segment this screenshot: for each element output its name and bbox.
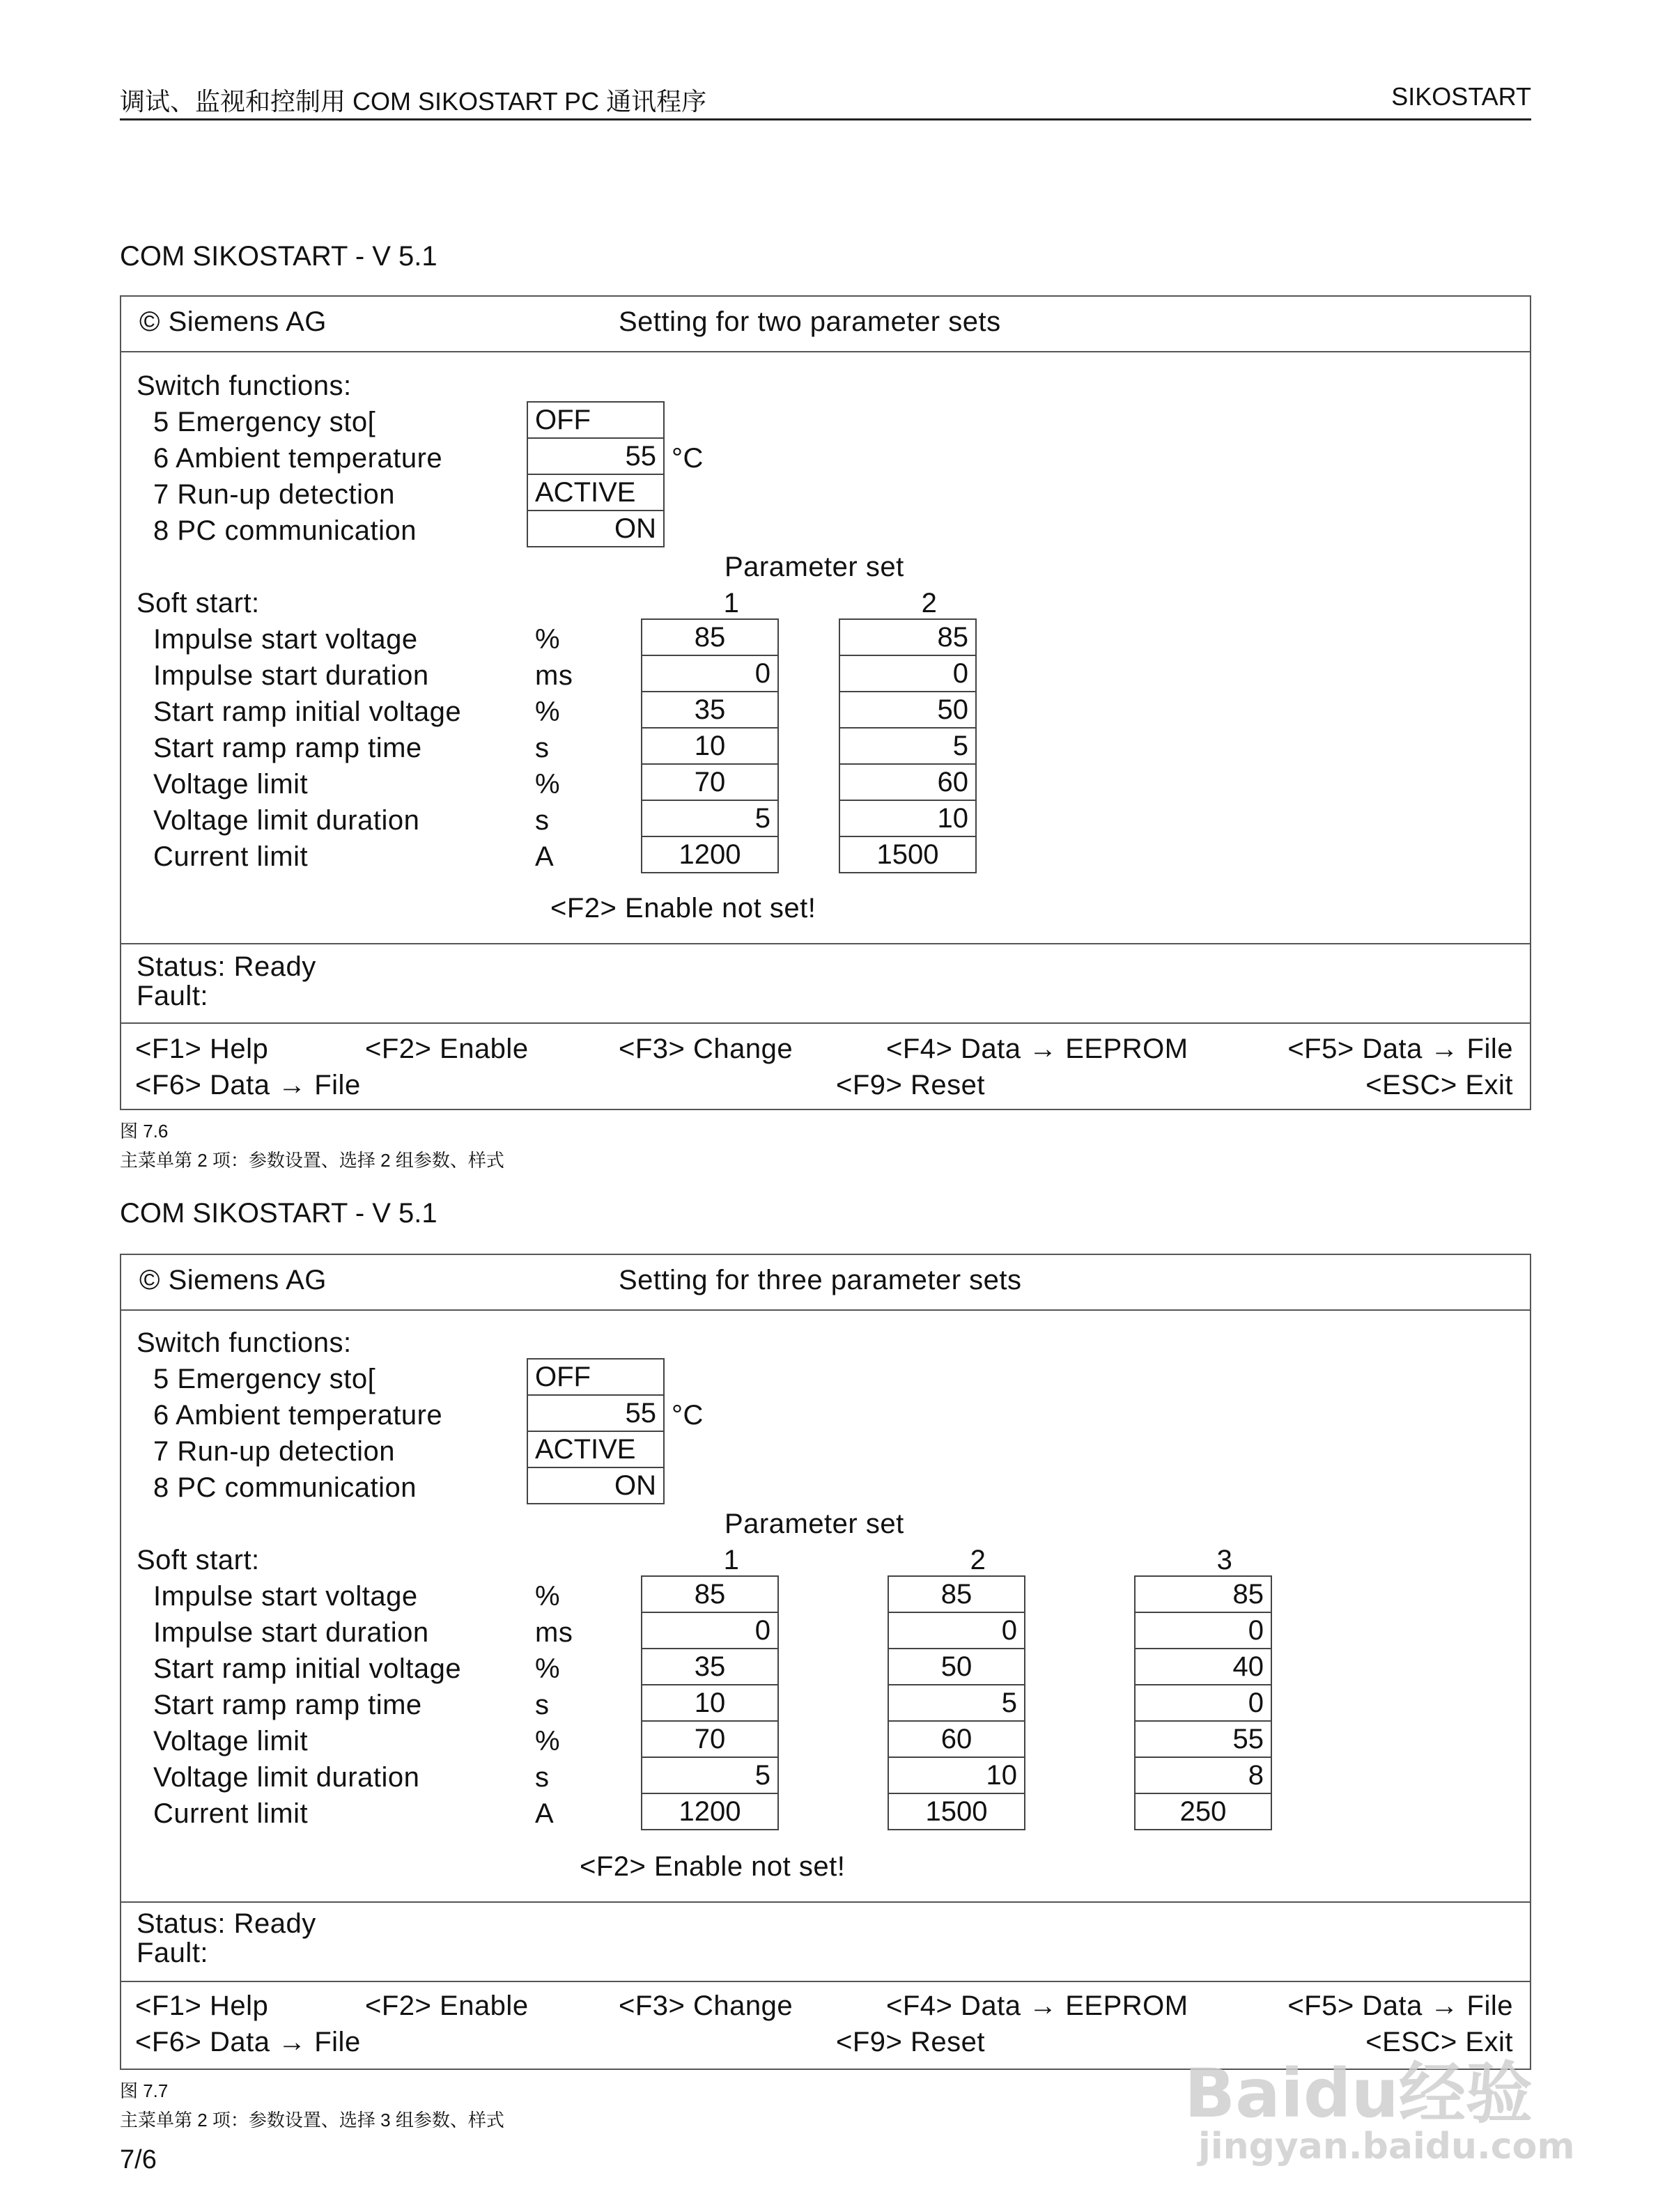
param-label: Start ramp initial voltage <box>153 696 462 727</box>
param-value-field[interactable]: 55 <box>1134 1720 1272 1758</box>
fault-text: Fault: <box>137 981 209 1011</box>
f6-file-key[interactable]: <F6> Data → File <box>135 1070 361 1100</box>
param-value-field[interactable]: 0 <box>1134 1684 1272 1722</box>
f3-change-key[interactable]: <F3> Change <box>619 1991 793 2021</box>
param-value-field[interactable]: 85 <box>839 618 977 656</box>
watermark-logo: Baidu经验 <box>1184 2055 1533 2133</box>
param-unit: A <box>535 1798 555 1829</box>
panel-1-window <box>120 295 1531 1110</box>
f6-file-key[interactable]: <F6> Data → File <box>135 2027 361 2057</box>
panel-2-window <box>120 1254 1531 2070</box>
page-number: 7/6 <box>120 2145 157 2174</box>
param-value-field[interactable]: 0 <box>641 1612 779 1649</box>
enable-message: <F2> Enable not set! <box>580 1851 846 1882</box>
esc-exit-key[interactable]: <ESC> Exit <box>1365 2027 1513 2057</box>
f5-file-key[interactable]: <F5> Data → File <box>1287 1991 1513 2021</box>
switch-label: 6 Ambient temperature <box>153 1400 443 1431</box>
esc-exit-key[interactable]: <ESC> Exit <box>1365 1070 1513 1100</box>
param-value-field[interactable]: 8 <box>1134 1757 1272 1794</box>
switch-unit: °C <box>672 443 704 474</box>
param-value-field[interactable]: 70 <box>641 763 779 801</box>
f1-help-key[interactable]: <F1> Help <box>135 1991 269 2021</box>
param-value-field[interactable]: 85 <box>1134 1575 1272 1613</box>
switch-value-field[interactable]: 55 <box>527 1394 665 1432</box>
watermark-url: jingyan.baidu.com <box>1198 2126 1575 2167</box>
switch-label: 5 Emergency sto[ <box>153 407 376 437</box>
soft-start-label: Soft start: <box>137 1545 260 1575</box>
param-value-field[interactable]: 10 <box>888 1757 1025 1794</box>
param-unit: s <box>535 805 550 836</box>
param-unit: % <box>535 1581 561 1612</box>
param-value-field[interactable]: 1500 <box>888 1793 1025 1830</box>
f5-file-key[interactable]: <F5> Data → File <box>1287 1034 1513 1064</box>
param-label: Start ramp initial voltage <box>153 1653 462 1684</box>
switch-value-field[interactable]: 55 <box>527 437 665 475</box>
param-value-field[interactable]: 250 <box>1134 1793 1272 1830</box>
param-unit: % <box>535 624 561 655</box>
panel-1-title: COM SIKOSTART - V 5.1 <box>120 241 437 272</box>
soft-start-label: Soft start: <box>137 588 260 618</box>
param-label: Current limit <box>153 841 309 872</box>
param-value-field[interactable]: 85 <box>888 1575 1025 1613</box>
switch-value-field[interactable]: ON <box>527 1467 665 1504</box>
parameter-set-label: Parameter set <box>725 552 904 582</box>
param-unit: A <box>535 841 555 872</box>
param-label: Impulse start voltage <box>153 1581 418 1612</box>
param-unit: s <box>535 1690 550 1720</box>
switch-value-field[interactable]: ACTIVE <box>527 1431 665 1468</box>
divider <box>121 1309 1530 1311</box>
param-value-field[interactable]: 35 <box>641 1648 779 1685</box>
param-unit: % <box>535 1653 561 1684</box>
page-header-brand: SIKOSTART <box>1391 82 1531 111</box>
param-unit: s <box>535 1762 550 1793</box>
status-text: Status: Ready <box>137 951 316 982</box>
figure-number: 图 7.7 <box>120 2080 169 2101</box>
switch-label: 7 Run-up detection <box>153 1436 396 1467</box>
param-value-field[interactable]: 0 <box>641 655 779 692</box>
param-unit: ms <box>535 660 573 691</box>
param-value-field[interactable]: 0 <box>839 655 977 692</box>
param-value-field[interactable]: 1200 <box>641 836 779 873</box>
switch-label: 8 PC communication <box>153 515 417 546</box>
f2-enable-key[interactable]: <F2> Enable <box>365 1034 529 1064</box>
param-value-field[interactable]: 50 <box>888 1648 1025 1685</box>
param-label: Start ramp ramp time <box>153 733 422 763</box>
param-unit: % <box>535 769 561 800</box>
set-number: 1 <box>723 588 740 618</box>
param-value-field[interactable]: 10 <box>641 727 779 765</box>
param-label: Impulse start duration <box>153 1617 429 1648</box>
param-value-field[interactable]: 5 <box>641 800 779 837</box>
status-text: Status: Ready <box>137 1908 316 1939</box>
param-label: Voltage limit duration <box>153 1762 420 1793</box>
copyright: © Siemens AG <box>139 306 327 337</box>
panel-heading: Setting for two parameter sets <box>619 306 1001 337</box>
switch-functions-label: Switch functions: <box>137 371 352 401</box>
switch-value-field[interactable]: OFF <box>527 401 665 439</box>
param-value-field[interactable]: 0 <box>1134 1612 1272 1649</box>
switch-value-field[interactable]: ACTIVE <box>527 474 665 511</box>
switch-value-field[interactable]: ON <box>527 510 665 547</box>
f9-reset-key[interactable]: <F9> Reset <box>836 2027 986 2057</box>
param-label: Impulse start voltage <box>153 624 418 655</box>
param-value-field[interactable]: 70 <box>641 1720 779 1758</box>
param-value-field[interactable]: 35 <box>641 691 779 729</box>
param-value-field[interactable]: 50 <box>839 691 977 729</box>
param-value-field[interactable]: 5 <box>839 727 977 765</box>
param-value-field[interactable]: 0 <box>888 1612 1025 1649</box>
panel-2-title: COM SIKOSTART - V 5.1 <box>120 1198 437 1229</box>
set-number: 2 <box>921 588 938 618</box>
param-label: Voltage limit <box>153 769 309 800</box>
param-value-field[interactable]: 5 <box>888 1684 1025 1722</box>
divider <box>121 1901 1530 1903</box>
switch-unit: °C <box>672 1400 704 1431</box>
param-label: Current limit <box>153 1798 309 1829</box>
figure-caption: 主菜单第 2 项：参数设置、选择 2 组参数、样式 <box>120 1150 504 1171</box>
param-value-field[interactable]: 10 <box>641 1684 779 1722</box>
param-unit: s <box>535 733 550 763</box>
fault-text: Fault: <box>137 1938 209 1968</box>
figure-caption: 主菜单第 2 项：参数设置、选择 3 组参数、样式 <box>120 2110 504 2131</box>
param-value-field[interactable]: 10 <box>839 800 977 837</box>
panel-heading: Setting for three parameter sets <box>619 1265 1022 1295</box>
param-value-field[interactable]: 1200 <box>641 1793 779 1830</box>
switch-value-field[interactable]: OFF <box>527 1358 665 1396</box>
divider <box>121 351 1530 352</box>
divider <box>121 943 1530 944</box>
set-number: 3 <box>1216 1545 1233 1575</box>
f3-change-key[interactable]: <F3> Change <box>619 1034 793 1064</box>
f2-enable-key[interactable]: <F2> Enable <box>365 1991 529 2021</box>
copyright: © Siemens AG <box>139 1265 327 1295</box>
param-unit: % <box>535 1726 561 1757</box>
param-unit: ms <box>535 1617 573 1648</box>
f4-eeprom-key[interactable]: <F4> Data → EEPROM <box>886 1991 1188 2021</box>
param-label: Impulse start duration <box>153 660 429 691</box>
set-number: 1 <box>723 1545 740 1575</box>
f9-reset-key[interactable]: <F9> Reset <box>836 1070 986 1100</box>
param-unit: % <box>535 696 561 727</box>
page-header-title: 调试、监视和控制用 COM SIKOSTART PC 通讯程序 <box>120 87 707 116</box>
param-value-field[interactable]: 40 <box>1134 1648 1272 1685</box>
param-value-field[interactable]: 1500 <box>839 836 977 873</box>
param-value-field[interactable]: 85 <box>641 618 779 656</box>
param-value-field[interactable]: 85 <box>641 1575 779 1613</box>
switch-label: 6 Ambient temperature <box>153 443 443 474</box>
switch-label: 5 Emergency sto[ <box>153 1364 376 1394</box>
param-value-field[interactable]: 60 <box>888 1720 1025 1758</box>
f1-help-key[interactable]: <F1> Help <box>135 1034 269 1064</box>
header-rule <box>120 118 1531 120</box>
switch-label: 8 PC communication <box>153 1472 417 1503</box>
param-value-field[interactable]: 5 <box>641 1757 779 1794</box>
set-number: 2 <box>970 1545 986 1575</box>
param-label: Voltage limit duration <box>153 805 420 836</box>
enable-message: <F2> Enable not set! <box>550 893 816 924</box>
parameter-set-label: Parameter set <box>725 1509 904 1539</box>
param-value-field[interactable]: 60 <box>839 763 977 801</box>
param-label: Start ramp ramp time <box>153 1690 422 1720</box>
switch-label: 7 Run-up detection <box>153 479 396 510</box>
param-label: Voltage limit <box>153 1726 309 1757</box>
f4-eeprom-key[interactable]: <F4> Data → EEPROM <box>886 1034 1188 1064</box>
divider <box>121 1981 1530 1982</box>
divider <box>121 1022 1530 1024</box>
switch-functions-label: Switch functions: <box>137 1327 352 1358</box>
figure-number: 图 7.6 <box>120 1121 169 1142</box>
